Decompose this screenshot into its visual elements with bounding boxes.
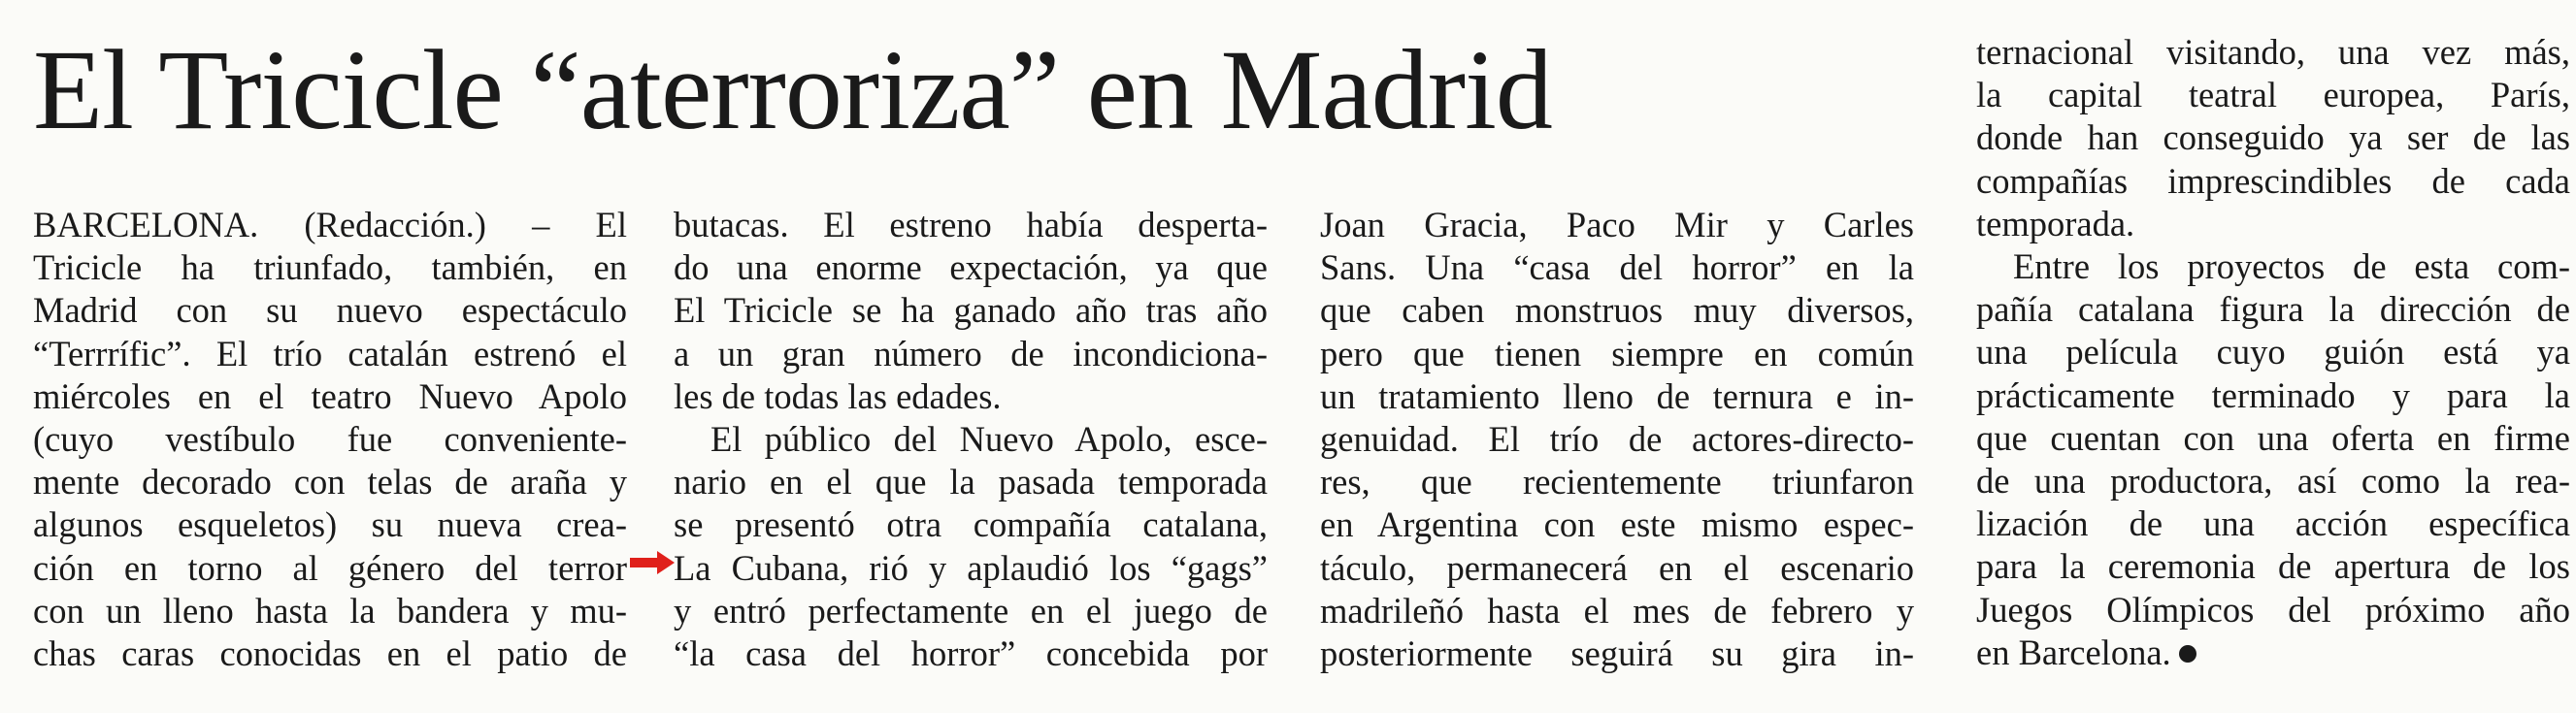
text-line: “la casa del horror” concebida por bbox=[674, 633, 1268, 674]
text-line: pañía catalana figura la dirección de bbox=[1976, 289, 2570, 330]
text-line: temporada. bbox=[1976, 203, 2135, 243]
text-line: Sans. Una “casa del horror” en la bbox=[1320, 247, 1914, 288]
text-line: prácticamente terminado y para la bbox=[1976, 374, 2570, 415]
text-line: que caben monstruos muy diversos, bbox=[1320, 290, 1914, 331]
text-line: que cuentan con una oferta en firme bbox=[1976, 417, 2570, 458]
text-line: en Argentina con este mismo espec- bbox=[1320, 504, 1914, 545]
text-line: y entró perfectamente en el juego de bbox=[674, 590, 1268, 631]
text-line: (cuyo vestíbulo fue conveniente- bbox=[33, 419, 627, 460]
column-3 bbox=[1320, 204, 1914, 675]
text-line: res, que recientemente triunfaron bbox=[1320, 462, 1914, 502]
text-line: ternacional visitando, una vez más, bbox=[1976, 32, 2570, 72]
text-line: madrileñó hasta el mes de febrero y bbox=[1320, 590, 1914, 631]
text-line: Juegos Olímpicos del próximo año bbox=[1976, 589, 2570, 630]
text-line: se presentó otra compañía catalana, bbox=[674, 504, 1268, 545]
end-of-article-bullet-icon bbox=[2179, 645, 2196, 663]
column-4 bbox=[1976, 31, 2570, 674]
text-line: un tratamiento lleno de ternura e in- bbox=[1320, 375, 1914, 416]
column-2 bbox=[674, 204, 1268, 675]
text-line: butacas. El estreno había desperta- bbox=[674, 205, 1268, 244]
text-line: compañías imprescindibles de cada bbox=[1976, 160, 2570, 201]
text-line: algunos esqueletos) su nueva crea- bbox=[33, 504, 627, 545]
text-line: genuidad. El trío de actores-directo- bbox=[1320, 419, 1914, 460]
text-line: la capital teatral europea, París, bbox=[1976, 75, 2570, 115]
text-line: Tricicle ha triunfado, también, en bbox=[33, 247, 627, 288]
text-line bbox=[1976, 632, 2570, 674]
final-text: en Barcelona. bbox=[1976, 632, 2171, 672]
text-line: lización de una acción específica bbox=[1976, 503, 2570, 544]
text-line: donde han conseguido ya ser de las bbox=[1976, 117, 2570, 158]
text-line: Entre los proyectos de esta com- bbox=[2013, 246, 2570, 287]
red-arrow-icon bbox=[628, 549, 677, 576]
text-line: les de todas las edades. bbox=[674, 375, 1002, 416]
text-line: do una enorme expectación, ya que bbox=[674, 247, 1268, 288]
red-arrow-shape bbox=[630, 551, 675, 574]
text-line: mente decorado con telas de araña y bbox=[33, 462, 627, 502]
text-line: Madrid con su nuevo espectáculo bbox=[33, 290, 627, 331]
text-line: nario en el que la pasada temporada bbox=[674, 462, 1268, 502]
text-line: La Cubana, rió y aplaudió los “gags” bbox=[674, 547, 1268, 588]
text-line: a un gran número de incondiciona- bbox=[674, 333, 1268, 373]
text-line: El Tricicle se ha ganado año tras año bbox=[674, 290, 1268, 331]
text-line: chas caras conocidas en el patio de bbox=[33, 633, 627, 674]
text-line: Joan Gracia, Paco Mir y Carles bbox=[1320, 205, 1914, 244]
text-line: pero que tienen siempre en común bbox=[1320, 333, 1914, 373]
text-line: BARCELONA. (Redacción.) – El bbox=[33, 205, 627, 244]
text-line: posteriormente seguirá su gira in- bbox=[1320, 633, 1914, 674]
text-line: una película cuyo guión está ya bbox=[1976, 332, 2570, 373]
column-1 bbox=[33, 204, 627, 675]
text-line: para la ceremonia de apertura de los bbox=[1976, 546, 2570, 587]
text-line: de una productora, así como la rea- bbox=[1976, 461, 2570, 502]
headline: El Tricicle “aterroriza” en Madrid bbox=[33, 26, 1552, 153]
text-line: El público del Nuevo Apolo, esce- bbox=[710, 419, 1268, 460]
text-line: “Terrrífic”. El trío catalán estrenó el bbox=[33, 333, 627, 373]
text-line: táculo, permanecerá en el escenario bbox=[1320, 547, 1914, 588]
text-line: ción en torno al género del terror bbox=[33, 547, 627, 588]
text-line: miércoles en el teatro Nuevo Apolo bbox=[33, 375, 627, 416]
text-line: con un lleno hasta la bandera y mu- bbox=[33, 590, 627, 631]
